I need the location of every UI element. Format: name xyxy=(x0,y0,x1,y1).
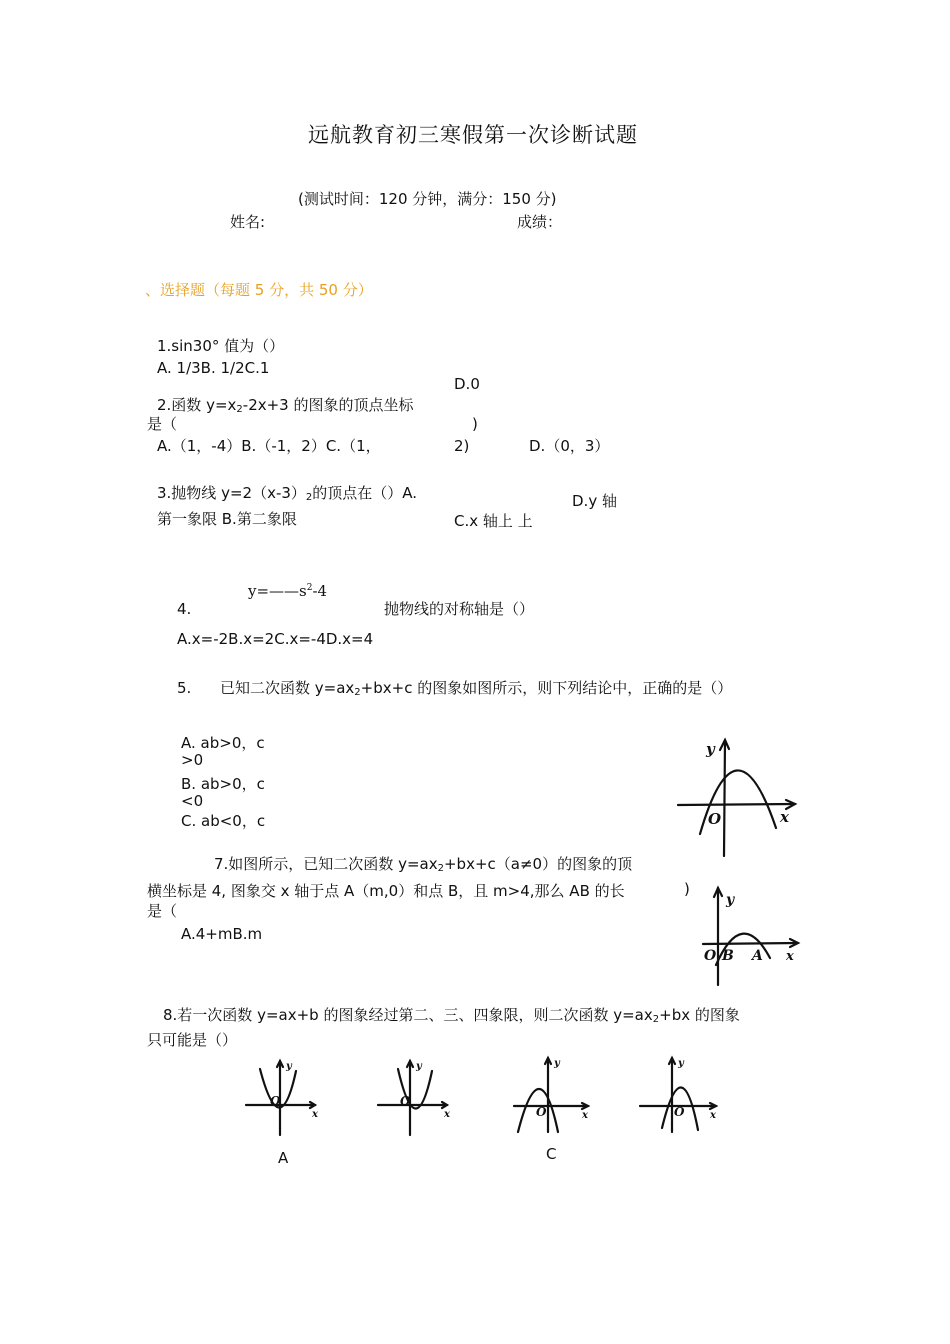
q2-option-c-tail: 2) xyxy=(454,437,470,455)
q7-options: A.4+mB.m xyxy=(181,925,263,943)
q8c-origin-label: O xyxy=(536,1105,547,1119)
q1-options-abc: A. 1/3B. 1/2C.1 xyxy=(157,359,270,377)
q3-line2: 第一象限 B.第二象限 xyxy=(157,510,297,528)
score-label: 成绩： xyxy=(517,213,563,231)
q8d-x-label: x xyxy=(710,1110,716,1121)
q4-stem: 抛物线的对称轴是（） xyxy=(384,600,535,618)
q4-number: 4. xyxy=(177,600,192,618)
q7-line2: 横坐标是 4, 图象交 x 轴于点 A（m,0）和点 B，且 m>4,那么 AB 的长 xyxy=(147,882,625,900)
q7-y-label: y xyxy=(726,892,735,908)
q8-label-c: C xyxy=(546,1145,557,1163)
q2-options-ab: A.（1，-4）B.（-1，2）C.（1， xyxy=(157,437,381,455)
q7-point-a-label: A xyxy=(752,948,763,964)
q8b-origin-label: O xyxy=(400,1094,411,1108)
name-label: 姓名: xyxy=(230,213,266,231)
exam-info: (测试时间：120 分钟，满分：150 分) xyxy=(298,190,557,208)
q1-option-d: D.0 xyxy=(454,375,480,393)
q7-point-b-label: B xyxy=(722,948,734,964)
q8-graph-b xyxy=(372,1055,452,1140)
q8-graph-c xyxy=(508,1052,593,1137)
section-heading: 、选择题（每题 5 分，共 50 分） xyxy=(145,281,373,299)
q3-stem: 3.抛物线 $y=2(x-3)_2$的顶点在（）A. xyxy=(157,484,418,503)
q5-y-label: y xyxy=(706,740,715,758)
q5-number: 5. xyxy=(177,679,192,697)
q5-option-c-cut: C. ab<0，c xyxy=(181,812,266,830)
q8-line2: 只可能是（） xyxy=(147,1031,238,1049)
q5-option-b-line1: B. ab>0，c xyxy=(181,775,265,793)
q1-stem: 1.sin30° 值为（） xyxy=(157,337,285,355)
q8c-x-label: x xyxy=(582,1110,588,1121)
q7-x-label: x xyxy=(786,949,794,964)
q2-stem-line2: 是（ xyxy=(147,415,178,433)
q2-stem: 2.函数 $y=x_2-2x+3$ 的图象的顶点坐标 xyxy=(157,396,414,415)
q5-graph xyxy=(670,730,800,860)
q7-line1: 7.如图所示，已知二次函数 $y=ax_2+bx+c(a\ne 0)$的图象的顶 xyxy=(214,855,633,874)
q8b-y-label: y xyxy=(416,1061,422,1072)
q5-x-label: x xyxy=(780,808,789,826)
q8c-y-label: y xyxy=(554,1058,560,1069)
q4-options: A.x=-2B.x=2C.x=-4D.x=4 xyxy=(177,630,374,648)
q5-option-a-line1: A. ab>0，c xyxy=(181,734,265,752)
q8-line1: 8.若一次函数 y=ax+b 的图象经过第二、三、四象限，则二次函数 $y=ax_2+bx$ 的图象 xyxy=(163,1006,740,1025)
q3-option-c: C.x 轴上 上 xyxy=(454,512,533,530)
q7-graph xyxy=(700,880,805,990)
q2-option-d: D.（0，3） xyxy=(529,437,610,455)
q5-option-b-line2: <0 xyxy=(181,792,204,810)
q7-origin-label: O xyxy=(704,948,717,964)
q5-stem: 已知二次函数 $y=ax_2+bx+c$ 的图象如图所示，则下列结论中，正确的是（） xyxy=(220,679,733,698)
q8a-y-label: y xyxy=(286,1061,292,1072)
q8b-x-label: x xyxy=(444,1109,450,1120)
q5-option-a-line2: >0 xyxy=(181,751,204,769)
q7-line3: 是（ xyxy=(147,902,178,920)
q8-graph-a xyxy=(240,1055,320,1140)
q8a-x-label: x xyxy=(312,1109,318,1120)
q8d-origin-label: O xyxy=(674,1105,685,1119)
q8-graph-d xyxy=(636,1052,721,1137)
q8d-y-label: y xyxy=(678,1058,684,1069)
q4-formula: $y=——s^2-4$ xyxy=(248,582,328,600)
q3-option-d: D.y 轴 xyxy=(572,492,617,510)
q8-label-a: A xyxy=(278,1149,289,1167)
q7-close-paren: ) xyxy=(684,880,690,898)
q2-close-paren: ) xyxy=(472,415,478,433)
exam-title: 远航教育初三寒假第一次诊断试题 xyxy=(308,123,638,147)
q5-origin-label: O xyxy=(708,810,722,828)
q8a-origin-label: O xyxy=(270,1094,281,1108)
